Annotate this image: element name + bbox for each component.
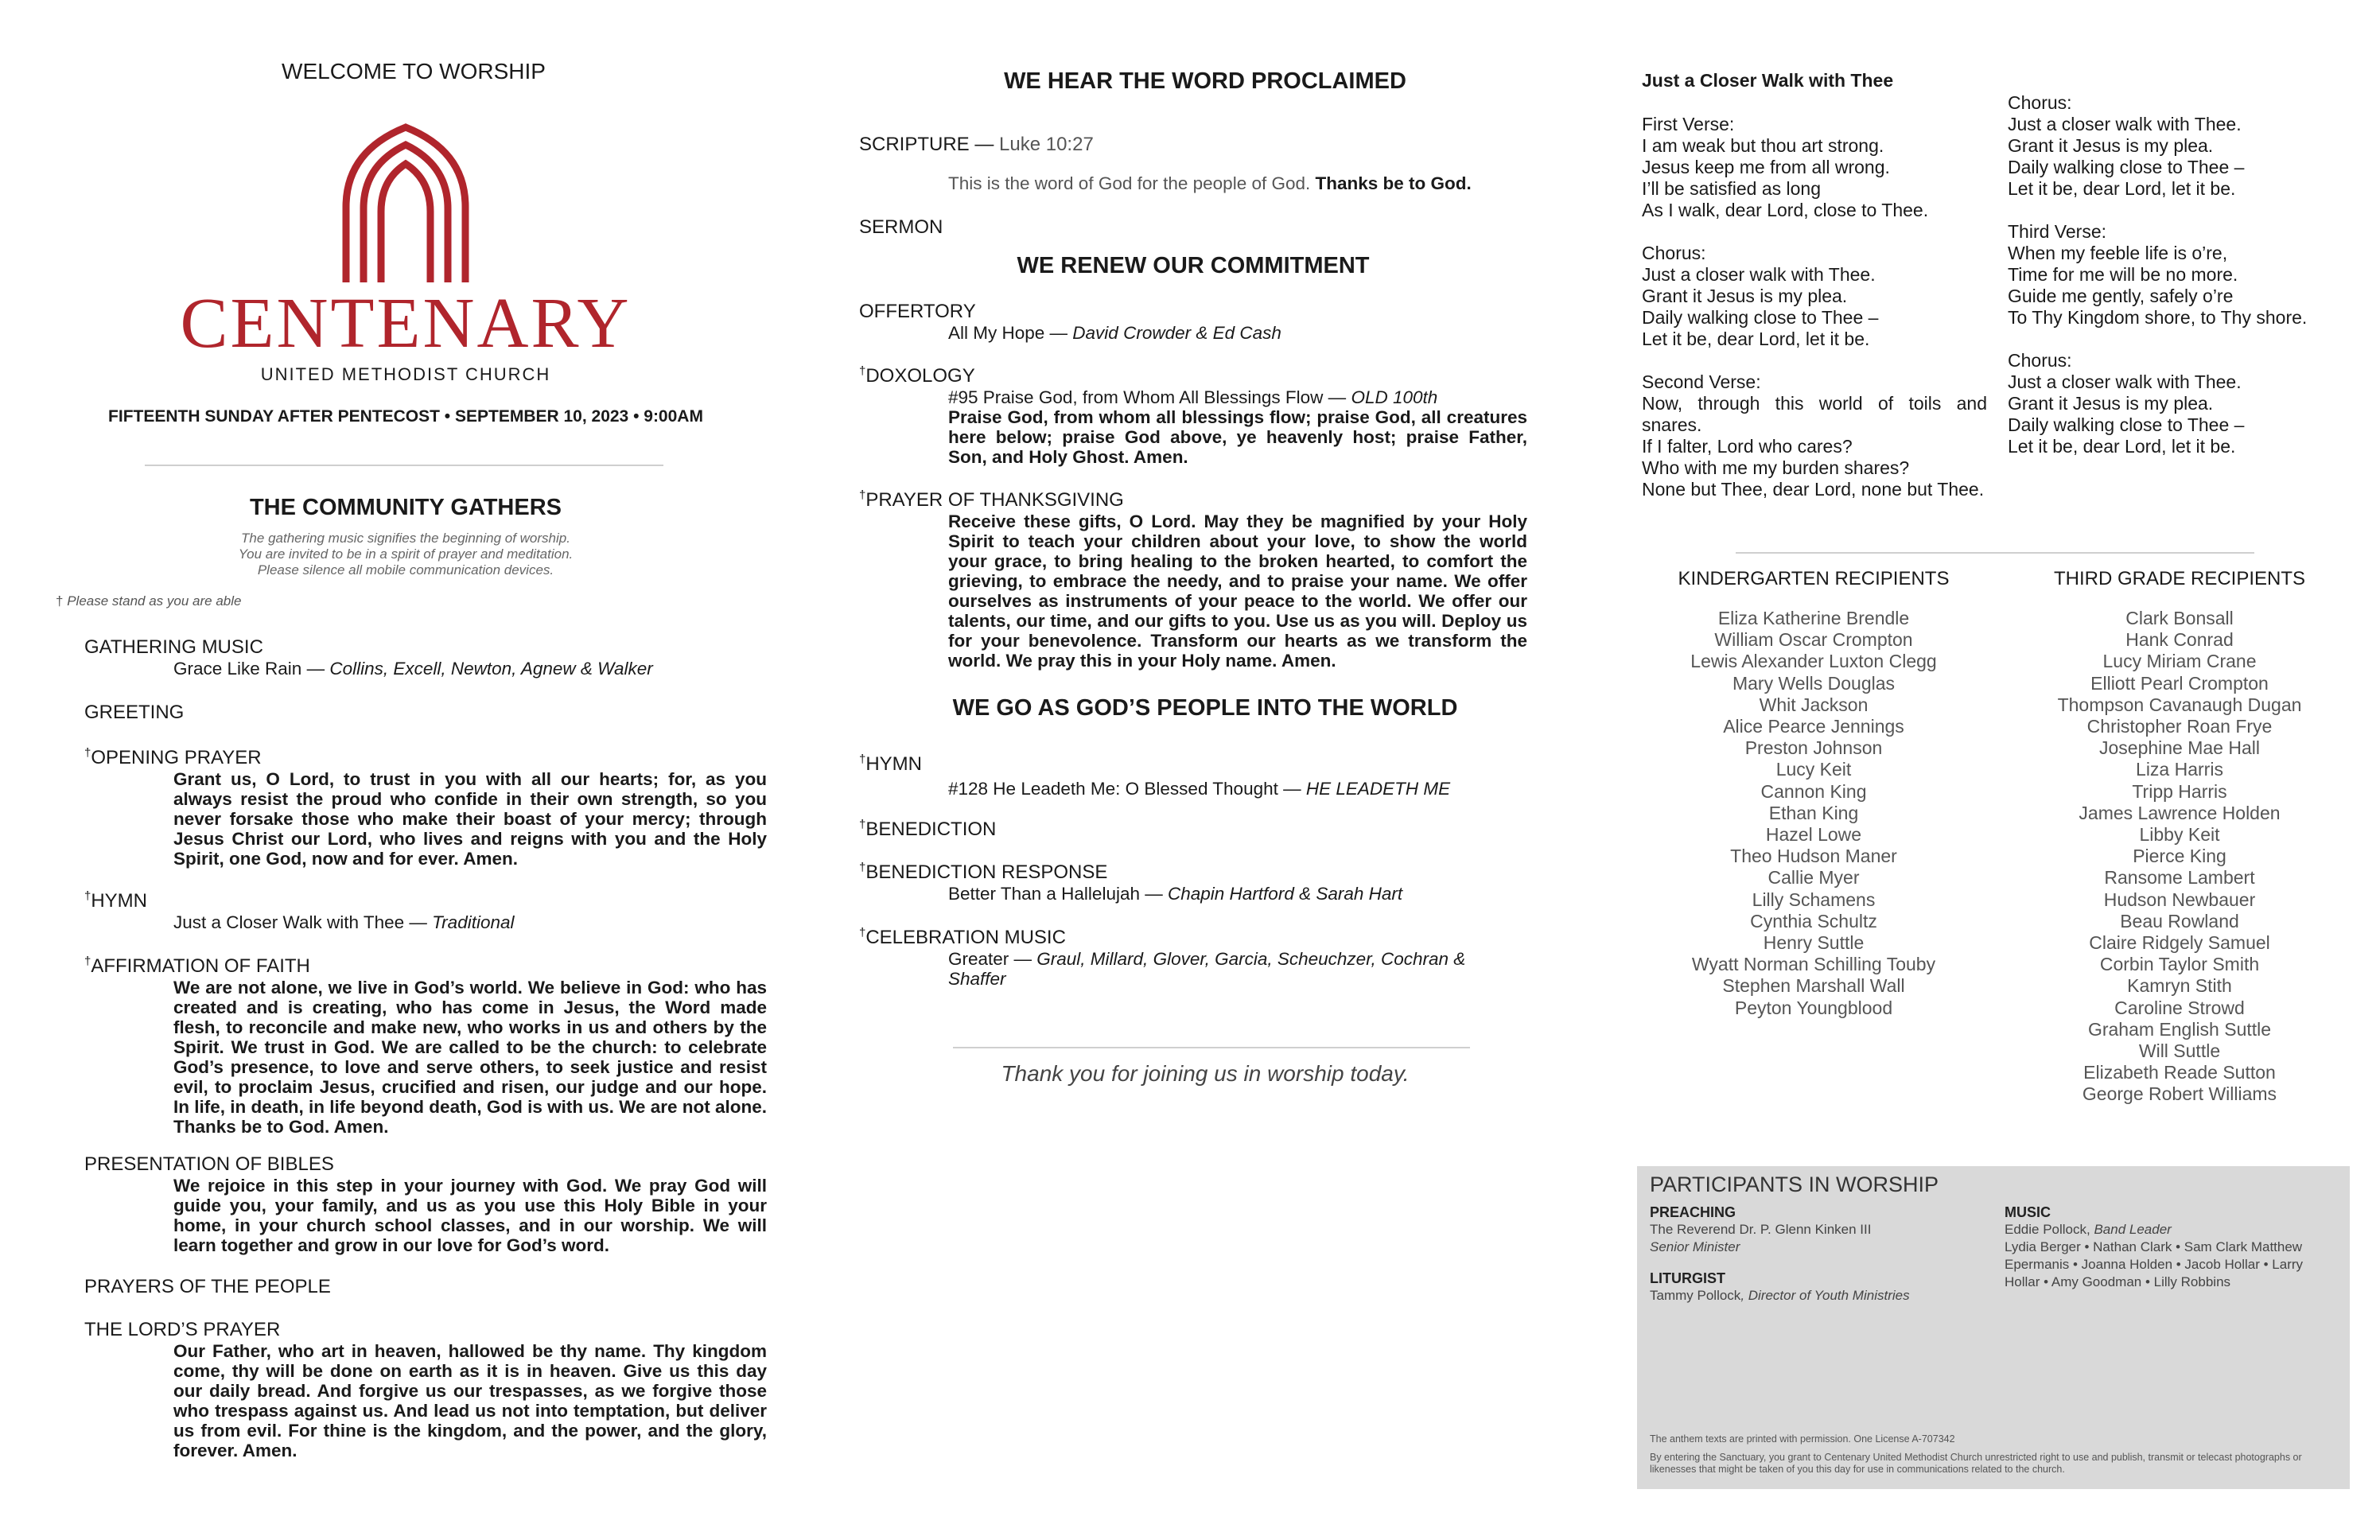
recipient-name: Liza Harris	[2136, 759, 2223, 780]
hymn-2	[859, 752, 1527, 799]
recipient-name: Hank Conrad	[2125, 629, 2234, 651]
chorus	[2008, 92, 2350, 200]
item-heading: OFFERTORY	[859, 301, 976, 322]
item-heading	[84, 955, 767, 978]
church-subtitle: UNITED METHODIST CHURCH	[260, 364, 551, 384]
recipient-name: Hudson Newbauer	[2103, 889, 2256, 910]
recipient-name: Preston Johnson	[1744, 737, 1883, 759]
recipient-name: Callie Myer	[1768, 867, 1860, 889]
recipient-name: Will Suttle	[2138, 1040, 2221, 1062]
item-heading-text: OPENING PRAYER	[91, 747, 262, 768]
lyric-line: Let it be, dear Lord, let it be.	[2008, 178, 2236, 199]
response-title: Better Than a Hallelujah —	[948, 884, 1168, 904]
preaching-heading: PREACHING	[1650, 1204, 1736, 1220]
item-heading	[859, 861, 1527, 884]
dagger-mark: †	[84, 889, 91, 903]
affirmation-of-faith	[84, 955, 767, 1137]
lyric-line: Just a closer walk with Thee.	[2008, 371, 2242, 392]
item-heading	[859, 752, 1527, 776]
sermon	[859, 216, 1527, 239]
item-heading-text: DOXOLOGY	[865, 365, 975, 387]
closing-thanks: Thank you for joining us in worship today.	[1001, 1061, 1410, 1086]
divider	[1736, 552, 2254, 554]
stand-note	[56, 593, 241, 609]
recipient-name: Libby Keit	[2139, 824, 2220, 846]
church-name: CENTENARY	[180, 284, 632, 363]
dagger-mark: †	[84, 746, 91, 760]
photo-notice: By entering the Sanctuary, you grant to Centenary United Methodist Church unrestricted right to use and publish, transmit or telecast photographs or likenesses that might be taken of you this day for use in communications related to the church.	[1650, 1452, 2302, 1475]
recipient-name: William Oscar Crompton	[1714, 629, 1913, 651]
lyric-line: Time for me will be no more.	[2008, 264, 2238, 285]
doxology-line: #95 Praise God, from Whom All Blessings Flow —	[948, 387, 1351, 407]
recipient-name: Elliott Pearl Crompton	[2090, 672, 2269, 694]
third-grade-recipients	[2028, 568, 2331, 1106]
response-author: Chapin Hartford & Sarah Hart	[1168, 884, 1403, 904]
bibles-text: We rejoice in this step in your journey with God. We pray God will guide you, your family, and us as you use this Holy Bible in your home, in your church school classes, and in our worship. We will learn together and grow in our love for God’s word.	[173, 1176, 767, 1255]
prayers-of-the-people	[84, 1276, 767, 1298]
section-title-commitment: WE RENEW OUR COMMITMENT	[1017, 253, 1370, 278]
gathering-music	[84, 636, 767, 679]
celebration-music	[859, 926, 1527, 989]
lyric-line: I’ll be satisfied as long	[1642, 178, 1822, 199]
item-heading-text: CELEBRATION MUSIC	[865, 927, 1066, 948]
hymn-tune: HE LEADETH ME	[1305, 779, 1451, 799]
recipient-name: Ransome Lambert	[2104, 867, 2255, 889]
item-heading	[859, 364, 1527, 387]
offertory-author: David Crowder & Ed Cash	[1072, 323, 1281, 343]
lyric-line: Just a closer walk with Thee.	[1642, 264, 1876, 285]
chorus	[2008, 350, 2350, 457]
recipient-name: Graham English Suttle	[2087, 1018, 2272, 1040]
celebration-title: Greater —	[948, 949, 1037, 969]
recipient-name: Cynthia Schultz	[1750, 910, 1877, 931]
music-leader-line	[2005, 1221, 2331, 1239]
section-title-word: WE HEAR THE WORD PROCLAIMED	[1004, 68, 1406, 94]
music-authors: Collins, Excell, Newton, Agnew & Walker	[329, 659, 653, 679]
dagger-mark: †	[859, 926, 866, 939]
preacher-role: Senior Minister	[1650, 1239, 1740, 1254]
recipient-name: Wyatt Norman Schilling Touby	[1691, 954, 1936, 975]
item-heading	[84, 746, 767, 769]
lyric-line: To Thy Kingdom shore, to Thy shore.	[2008, 307, 2308, 328]
item-heading-text: PRAYER OF THANKSGIVING	[865, 489, 1124, 511]
hymn-line: #128 He Leadeth Me: O Blessed Thought —	[948, 779, 1306, 799]
recipient-name: Clark Bonsall	[2125, 608, 2234, 628]
recipient-name: Cannon King	[1760, 780, 1867, 802]
affirmation-text: We are not alone, we live in God’s world. We believe in God: who has created and is creating, who has come in Jesus, the Word made flesh, to reconcile and make new, who works in us and others by the Spirit. We trust in God. We are called to be the church: to celebrate God’s presence, to love and serve others, to seek justice and resist evil, to proclaim Jesus, crucified and risen, our judge and our hope. In life, in death, in life beyond death, God is with us. We are not alone. Thanks be to God. Amen.	[173, 978, 767, 1137]
preacher-name: The Reverend Dr. P. Glenn Kinken III	[1650, 1222, 1872, 1237]
recipient-name: Elizabeth Reade Sutton	[2083, 1062, 2276, 1083]
verse-label: First Verse:	[1642, 114, 1735, 134]
item-heading: PRESENTATION OF BIBLES	[84, 1153, 334, 1175]
scripture-ref: Luke 10:27	[999, 134, 1094, 155]
recipients-title: THIRD GRADE RECIPIENTS	[2053, 568, 2306, 589]
item-heading: THE LORD’S PRAYER	[84, 1319, 281, 1340]
recipient-name: Stephen Marshall Wall	[1722, 975, 1905, 997]
recipient-name: Corbin Taylor Smith	[2099, 954, 2260, 975]
benediction	[859, 818, 1527, 841]
lyric-line: I am weak but thou art strong.	[1642, 135, 1884, 156]
item-heading-text: BENEDICTION RESPONSE	[865, 861, 1108, 883]
recipient-name: Caroline Strowd	[2114, 997, 2245, 1018]
lyric-line: Daily walking close to Thee –	[1642, 307, 1879, 328]
verse-label: Chorus:	[1642, 243, 1706, 263]
verse-3	[2008, 221, 2350, 329]
lyric-line: As I walk, dear Lord, close to Thee.	[1642, 200, 1929, 220]
music-heading: MUSIC	[2005, 1204, 2051, 1220]
service-dateline: FIFTEENTH SUNDAY AFTER PENTECOST • SEPTEMBER 10, 2023 • 9:00AM	[108, 407, 703, 426]
stand-note-text: Please stand as you are able	[67, 593, 242, 609]
lyric-line: Grant it Jesus is my plea.	[1642, 286, 1848, 306]
note-line: The gathering music signifies the beginning of worship.	[241, 531, 570, 546]
recipient-name: Tripp Harris	[2132, 780, 2227, 802]
lyric-line: Now, through this world of toils and snares.	[1642, 393, 1987, 435]
recipients-list	[1662, 608, 1965, 1019]
dagger-mark: †	[859, 818, 866, 831]
verse-1	[1642, 114, 1987, 221]
recipient-name: Kamryn Stith	[2127, 975, 2232, 997]
celebration-authors: Graul, Millard, Glover, Garcia, Scheuchzer, Cochran & Shaffer	[948, 949, 1466, 989]
item-heading: GATHERING MUSIC	[84, 636, 263, 658]
participants-box	[1637, 1166, 2350, 1489]
kindergarten-recipients	[1662, 568, 1965, 1019]
recipient-name: Alice Pearce Jennings	[1723, 716, 1904, 737]
recipient-name: Whit Jackson	[1759, 694, 1869, 715]
lyrics-title: Just a Closer Walk with Thee	[1642, 70, 1894, 91]
recipient-name: Theo Hudson Maner	[1730, 846, 1897, 867]
lords-prayer-text: Our Father, who art in heaven, hallowed be thy name. Thy kingdom come, thy will be done on earth as it is in heaven. Give us this day our daily bread. And forgive us our trespasses, as we forgive those who trespass against us. And lead us not into temptation, but deliver us from evil. For thine is the kingdom, and the power, and the glory, forever. Amen.	[173, 1341, 767, 1460]
lyric-line: Jesus keep me from all wrong.	[1642, 157, 1890, 177]
verse-2	[1642, 371, 1987, 500]
recipient-name: Josephine Mae Hall	[2098, 737, 2260, 759]
doxology-tune: OLD 100th	[1351, 387, 1438, 407]
item-heading	[84, 889, 767, 912]
church-logo	[167, 119, 644, 385]
liturgist-name: Tammy Pollock	[1650, 1288, 1741, 1303]
lyric-line: None but Thee, dear Lord, none but Thee.	[1642, 479, 1985, 500]
dagger-mark: †	[859, 861, 866, 874]
recipient-name: Pierce King	[2133, 846, 2226, 867]
verse-label: Second Verse:	[1642, 371, 1761, 392]
recipient-name: George Robert Williams	[2082, 1083, 2277, 1105]
verse-label: Chorus:	[2008, 350, 2072, 371]
recipient-name: Henry Suttle	[1763, 932, 1865, 954]
lyric-line: Let it be, dear Lord, let it be.	[2008, 436, 2236, 457]
prayer-text: Grant us, O Lord, to trust in you with all our hearts; for, as you always resist the proud who confide in their own strength, so you never forsake those who make their boast of your mercy; through Jesus Christ our Lord, who lives and reigns with you and the Holy Spirit, one God, now and for ever. Amen.	[173, 769, 767, 869]
recipient-name: Hazel Lowe	[1765, 824, 1862, 846]
hymn-lyrics	[1642, 70, 1987, 500]
item-heading-text: BENEDICTION	[865, 819, 997, 840]
item-heading	[859, 818, 1527, 841]
recipient-name: Christopher Roan Frye	[2086, 716, 2273, 737]
note-line: You are invited to be in a spirit of prayer and meditation.	[238, 546, 574, 562]
participants-title: PARTICIPANTS IN WORSHIP	[1650, 1172, 1939, 1196]
divider	[145, 465, 663, 466]
item-heading: SERMON	[859, 216, 943, 238]
dagger-mark: †	[859, 364, 866, 378]
hymn-author: Traditional	[432, 912, 515, 932]
recipient-name: Beau Rowland	[2120, 910, 2239, 931]
offertory-title: All My Hope —	[948, 323, 1073, 343]
lyric-line: When my feeble life is o’re,	[2008, 243, 2228, 263]
item-heading: PRAYERS OF THE PEOPLE	[84, 1276, 331, 1297]
recipient-name: Lucy Keit	[1775, 759, 1852, 780]
liturgist-line	[1650, 1287, 1984, 1305]
people-response: Thanks be to God.	[1315, 173, 1472, 193]
music-leader-role: Band Leader	[2094, 1222, 2172, 1237]
greeting	[84, 702, 767, 724]
opening-prayer	[84, 746, 767, 869]
recipient-name: Lucy Miriam Crane	[2102, 651, 2257, 672]
recipient-name: James Lawrence Holden	[2079, 802, 2281, 823]
music-title: Grace Like Rain —	[173, 659, 330, 679]
item-heading	[859, 488, 1527, 511]
hymn-lyrics-right	[2008, 92, 2350, 457]
lyric-line: Let it be, dear Lord, let it be.	[1642, 329, 1870, 349]
music-leader: Eddie Pollock,	[2005, 1222, 2094, 1237]
item-heading: GREETING	[84, 702, 185, 723]
note-line: Please silence all mobile communication devices.	[257, 562, 554, 578]
item-heading-text: AFFIRMATION OF FAITH	[91, 955, 310, 977]
presentation-of-bibles	[84, 1153, 767, 1255]
thanksgiving-text: Receive these gifts, O Lord. May they be magnified by your Holy Spirit to teach your children about your love, to show the world your grace, to bring healing to the broken hearted, to comfort the grieving, to embrace the needy, and to praise your name. We offer ourselves as instruments of your peace to the world. We offer our talents, our time, and our gifts to you. Use us as you will. Deploy us for your benevolence. Transform our hearts as we transform the world. We pray this in your Holy name. Amen.	[948, 511, 1527, 671]
recipient-name: Claire Ridgely Samuel	[2089, 932, 2270, 954]
lyric-line: Daily walking close to Thee –	[2008, 157, 2245, 177]
item-heading-text: HYMN	[865, 753, 923, 775]
dagger-mark: †	[859, 488, 866, 502]
recipient-name: Lewis Alexander Luxton Clegg	[1690, 651, 1937, 672]
offertory	[859, 301, 1527, 343]
hymn-title: Just a Closer Walk with Thee —	[173, 912, 433, 932]
lyric-line: Grant it Jesus is my plea.	[2008, 393, 2214, 414]
lyric-line: Grant it Jesus is my plea.	[2008, 135, 2214, 156]
recipient-name: Lilly Schamens	[1752, 889, 1876, 910]
hymn-1	[84, 889, 767, 932]
item-heading	[859, 134, 1527, 156]
welcome-heading: WELCOME TO WORSHIP	[282, 59, 546, 84]
doxology-text: Praise God, from whom all blessings flow; praise God, all creatures here below; praise God above, ye heavenly host; praise Father, Son, and Holy Ghost. Amen.	[948, 407, 1527, 467]
scripture	[859, 134, 1527, 193]
recipient-name: Peyton Youngblood	[1734, 997, 1893, 1018]
item-heading-text: SCRIPTURE —	[859, 134, 1000, 155]
liturgist-heading: LITURGIST	[1650, 1270, 1725, 1286]
recipient-name: Ethan King	[1768, 802, 1859, 823]
item-heading-text: HYMN	[91, 890, 148, 912]
lyric-line: Guide me gently, safely o’re	[2008, 286, 2234, 306]
recipient-name: Thompson Cavanaugh Dugan	[2057, 694, 2302, 715]
lyric-line: Daily walking close to Thee –	[2008, 414, 2245, 435]
recipient-name: Eliza Katherine Brendle	[1717, 608, 1910, 628]
liturgist-role: , Director of Youth Ministries	[1740, 1288, 1910, 1303]
lyric-line: Just a closer walk with Thee.	[2008, 114, 2242, 134]
gothic-arch-icon	[167, 119, 644, 286]
dagger-mark: †	[859, 752, 866, 766]
lyric-line: Who with me my burden shares?	[1642, 457, 1910, 478]
item-heading	[859, 926, 1527, 949]
benediction-response	[859, 861, 1527, 904]
section-title-gathers: THE COMMUNITY GATHERS	[249, 495, 562, 520]
recipient-name: Mary Wells Douglas	[1732, 672, 1896, 694]
recipients-list	[2028, 608, 2331, 1106]
dagger-mark: †	[56, 593, 64, 609]
recipients-title: KINDERGARTEN RECIPIENTS	[1678, 568, 1950, 589]
chorus	[1642, 243, 1987, 350]
lords-prayer	[84, 1319, 767, 1460]
dagger-mark: †	[84, 955, 91, 968]
section-title-sending: WE GO AS GOD’S PEOPLE INTO THE WORLD	[952, 695, 1458, 721]
scripture-response: This is the word of God for the people of God.	[948, 173, 1316, 193]
divider	[953, 1047, 1470, 1048]
verse-label: Third Verse:	[2008, 221, 2106, 242]
music-members: Lydia Berger • Nathan Clark • Sam Clark Matthew Epermanis • Joanna Holden • Jacob Hollar • Larry Hollar • Amy Goodman • Lilly Robbins	[2005, 1239, 2304, 1289]
license-note: The anthem texts are printed with permission. One License A-707342	[1650, 1433, 1955, 1445]
doxology	[859, 364, 1527, 467]
verse-label: Chorus:	[2008, 92, 2072, 113]
lyric-line: If I falter, Lord who cares?	[1642, 436, 1853, 457]
prayer-of-thanksgiving	[859, 488, 1527, 671]
